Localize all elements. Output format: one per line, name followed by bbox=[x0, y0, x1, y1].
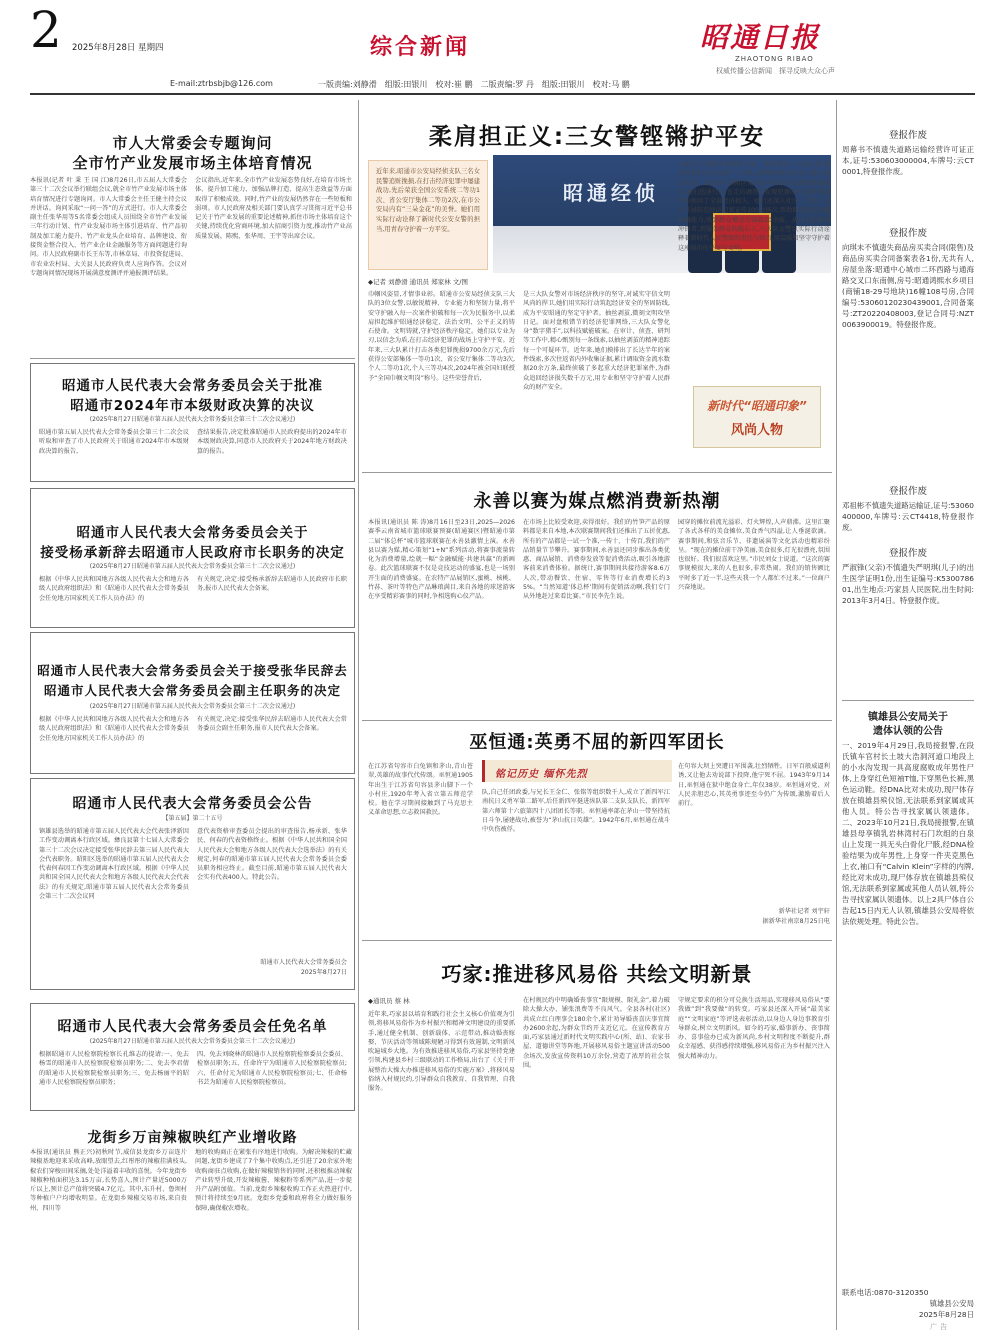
page-number: 2 bbox=[30, 1, 62, 59]
headline: 柔肩担正义:三女警铿锵护平安 bbox=[428, 124, 766, 150]
divider bbox=[362, 472, 832, 473]
paper-pinyin: ZHAOTONG RIBAO bbox=[735, 55, 814, 63]
article-body: 查结果报告,决定批准昭通市人民政府提出的2024年市本级财政决算,同意市人民政府关于2024年地方财政决算的报告。 bbox=[197, 429, 347, 455]
headline: 巫恒通:英勇不屈的新四军团长 bbox=[469, 732, 725, 753]
intro-text: 近年来,昭通市公安局经侦支队三名女民警追赃挽损,在打击经济犯罪中屡建战功,先后荣获全国公安系统二等功1次、省公安厅集体二等功2次,在市公安局内有“三朵金花”的美誉。她们用实际行动诠释了新时代公安女警的担当,用青春守护着一方平安。 bbox=[376, 168, 480, 233]
ad-body: 向琪未不慎遗失商品房买卖合同(限售)及商品房买卖合同备案表各1份,无共有人,房屋坐落:昭通中心城市二环西路与通海路交叉口东南侧,房号:昭通鸿熙水乡项目(商铺18-29号地块)16幢108号房,合同编号:53060120230439001,合同备案号:ZT20220408003,登记合同号:NZT0063900019。特登报作废。 bbox=[842, 243, 974, 329]
classified-ad-3 bbox=[842, 486, 974, 533]
column-divider-right bbox=[836, 100, 837, 1330]
article-body: 昭通市第五届人民代表大会常务委员会第三十二次会议听取和审查了市人民政府关于昭通市2024年市本级财政决算的报告, bbox=[39, 429, 189, 455]
article-body: 本报讯(记者 叶 秉 王 国 江)8月26日,市五届人大常委会第三十二次会议举行联组会议,就全市竹产业发展市场主体培育情况进行专题询问。市人大常委会主任王健主持会议并讲话。询问采取“一问一答”的方式进行。市人大常委会副主任张华用等5名常委会组成人员围绕全市竹产业发展三年行动计划、竹产业发展市场主体引进培育、竹产品初制及加工能力提升、竹产业龙头企业培育、品牌建设、衔接资金整合投入、竹产业企业金融服务等方面问题进行询问。市人民政府副市长王东等,市林草局、市投资促进局、市农业农村局、大关县人民政府负责人应询作答。会议对专题询问情况现场开展满意度测评并通报测评结果。 bbox=[30, 177, 187, 277]
headline: 巧家:推进移风易俗 共绘文明新景 bbox=[441, 962, 753, 986]
article-body: 在市场上比较受欢迎,卖得很好。我们的竹笋产品的原料都是来自本地,本次联赛期间我们还推出了五折优惠,所有的产品都是一试一个准,一传十、十传百,我们的产品销量节节攀升。赛事期间,永善县还同步推出各类优惠、商品展销、消费券发放等促消费活动,吸引各地游客前来消费体验。据统计,赛事期间共接待游客8.6万人次,带动餐饮、住宿、零售等行业消费增长约35%。“当然知道‘体总杯’期间有促销活动啊,我们专门从外地赶过来看比赛。”市民李先生说。 bbox=[523, 519, 670, 601]
headline: 龙街乡万亩辣椒映红产业增收路 bbox=[87, 1130, 298, 1146]
headline: 昭通市人民代表大会常务委员会关于批准 bbox=[62, 378, 323, 394]
article-body: 镇雄县选举的昭通市第五届人民代表大会代表张泽新因工作变动调离本行政区域。彝良县第十七届人大常委会第三十二次会议决定接受张华民辞去第三届人民代表大会代表职务。昭阳区选举的昭通市第五届人民代表大会代表何春因工作变动调离本行政区域。根据《中华人民共和国全国人民代表大会和地方各级人民代表大会代表法》的有关规定,昭通市第五届人民代表大会常务委员会第三十二次会议同 bbox=[39, 828, 189, 901]
divider bbox=[30, 358, 355, 359]
resolution-box bbox=[30, 363, 355, 482]
article-body: 在村规民约中明确婚丧事宜“限规模、限礼金”,着力破除大操大办、铺张浪费等不良风气。全县各村(社区)共成立红白理事会180余个,累计劝导婚丧喜庆事宜简办2600余起,为群众节约开支近亿元。在宣传教育方面,巧家县通过新时代文明实践中心(所、站)、农家书屋、道德讲堂等阵地,开展移风易俗主题宣讲活动500余场次,发放宣传资料10万余份,营造了浓厚的社会氛围。 bbox=[523, 997, 670, 1070]
divider bbox=[362, 940, 832, 941]
article-body: 园穿的摊位前流光溢彩、灯火辉煌,人声鼎沸。这里汇聚了各式各样的美食摊位,美食香气四溢,让人垂涎欲滴。赛事期间,和弦音乐节、非遗展演等文化活动也精彩纷呈。“现在的摊位前干净美丽,美食很多,灯光很漂亮,氛围也很好。我们很喜欢这里。”市民刘女士说道。“这次的赛事规模很大,来的人也很多,非常热闹。我们的销售额比平时多了近一半,这些天我一个人都忙不过来。”一位商户兴奋地说。 bbox=[678, 519, 830, 592]
article-body: 本报讯(通讯员 陈 涛)8月16日至23日,2025—2026赛季云南省城市篮球联赛预赛(昭通赛区)暨昭通市第二届“体总杯”城市篮球联赛在永善县激情上演。永善县以赛为媒,精心策划“1+N”系列活动,将赛事流量转化为消费增量,绘就一幅“金融赋能·共建共赢”的新画卷。此次篮球联赛不仅是竞技运动的盛宴,也是一场别开生面的消费盛宴。在农特产品展销区,蜜桃、核桃、竹荪、茶叶等特色产品琳琅满目,来自各地的球迷游客在享受精彩赛事的同时,争相选购心仪产品。 bbox=[368, 519, 515, 601]
article-body: 队,自己任团政委,与兄长王金仁、张铭等组织数千人,成立了新四军江南抗日义勇军第二路军,后任新四军挺进纵队第二支队支队长、新四军第六师第十六旅第四十八团团长等职。巫恒通率部在茅山一带坚持抗日斗争,屡建战功,被誉为“茅山抗日英雄”。1942年6月,巫恒通在战斗中负伤被俘。 bbox=[482, 789, 670, 834]
headline: 永善以赛为媒点燃消费新热潮 bbox=[473, 491, 721, 512]
article-body: 有关规定,决定:接受杨承新辞去昭通市人民政府市长职务,报市人民代表大会备案。 bbox=[197, 576, 347, 593]
byline: ◆记者 刘静滑 通讯员 郑家林 文/图 bbox=[368, 278, 468, 286]
article-body: 巾帼风姿显,才情事业彰。昭通市公安局经侦支队三大队的3位女警,以敏锐精神、专业能力和坚韧力量,将平安守护融入每一次案件侦破和每一次为民服务中,以柔肩担起维护昭通经济稳定、法治文明、公平正义的铸石使命。文明铸就,守护经济秩序稳定。她们以专业为刃,以信念为盾,在打击经济犯罪的战场上守护平安。近年来,三大队累计打击各类犯罪挽损9700余万元,先后获得公安部集体一等功1次、省公安厅集体二等功3次,个人二等功1次,个人三等功4次,2024年被全国妇联授予“全国巾帼文明岗”称号。这些荣誉背后, bbox=[368, 291, 515, 382]
article-body: 地的收购商正在紧张有序地进行收购。为解决辣椒的贮藏问题,龙街乡建成了7个集中收购点,还引进了20余家外地收购商驻点收购,在做好辣椒销售的同时,还积极推动辣椒产业转型升级,开发辣椒酱、辣椒粉等系列产品,进一步提升产品附加值。当前,龙街乡辣椒收购工作正火热进行中,预计将持续至9月底。龙街乡党委和政府将全力做好服务保障,确保椒农增收。 bbox=[195, 1149, 352, 1212]
appointment-box bbox=[30, 1003, 355, 1111]
headline: 昭通市2024年市本级财政决算的决议 bbox=[70, 398, 315, 414]
ad-body: 周幕书不慎遗失道路运输经营许可证正本,证号:530603000004,车牌号:云CT0001,特登报作废。 bbox=[842, 145, 974, 176]
ad-body: 严淑锋(父亲)不慎遗失严明琪(儿子)的出生医学证明1份,出生证编号:K530078601,出生地点:巧家县人民医院,出生时间:2013年3月4日。特登报作废。 bbox=[842, 563, 974, 605]
issue-date: 2025年8月28日 星期四 bbox=[72, 43, 164, 53]
article-body: 是三大队女警对市场经济秩序的坚守,对诚实守信文明风尚的捍卫,她们用实际行动筑起经济安全的坚固防线,成为平安昭通的坚定守护者。抽丝剥茧,微刻文明攻坚日记。面对盘根错节的经济犯罪网络,三大队女警化身“数字猎手”,以科技赋能破案。在审计、侦查、研判等工作中,精心甄别每一条线索,以抽丝剥茧的精神追踪每一个可疑环节。近年来,她们摸排出了长达半年的案件线索,多次往返省内外收集证据,累计调取资金流水数据20余万条,最终侦破了多起重大经济犯罪案件,为群众追回经济损失数千万元,用专业和坚守守护着人民群众的财产安全。 bbox=[523, 291, 670, 391]
headline: 昭通市人民代表大会常务委员会副主任职务的决定 bbox=[43, 683, 341, 698]
headline: 市人大常委会专题询问 bbox=[112, 134, 273, 152]
classified-ad-2 bbox=[842, 228, 974, 330]
badge-title: 新时代“昭通印象” bbox=[707, 399, 807, 413]
article-body: 会议指出,近年来,全市竹产业发展态势良好,在培育市场主体、提升加工能力、加强品牌打造、提高生态效益等方面取得了积极成效。同时,竹产业的发展仍然存在一些短板和弱项。市人民政府及相关部门要认真学习贯彻习近平总书记关于竹产业发展的重要论述精神,抓住市场主体培育这个关键,持续优化营商环境,加大招商引资力度,推动竹产业高质量发展。陈熙、张华周、王宇等出席会议。 bbox=[195, 177, 352, 240]
headline: 昭通市人民代表大会常务委员会公告 bbox=[72, 796, 313, 812]
divider bbox=[362, 720, 832, 721]
article-body: 本报讯(通讯员 熊正兴)初秋时节,威信县龙街乡万亩连片辣椒基地迎来采收高峰,放眼望去,红彤彤的辣椒挂满枝头,椒农们穿梭田间采摘,处处洋溢着丰收的喜悦。今年龙街乡辣椒种植面积达3.15万亩,长势喜人,预计产量近5000万斤以上,预计总产值将突破4.7亿元。其中,东升村、鲁坝村等种植户户均增收明显。在龙街乡辣椒交易市场,来自贵州、四川等 bbox=[30, 1149, 187, 1212]
ad-title: 登报作废 bbox=[888, 548, 927, 559]
byline: ◆通讯员 蔡 林 bbox=[368, 997, 410, 1005]
history-tag-text: 铭记历史 缅怀先烈 bbox=[495, 769, 588, 780]
subtitle: 【第五届】第二十五号 bbox=[162, 815, 223, 822]
notice-title: 镇雄县公安局关于 bbox=[868, 712, 948, 723]
headline: 全市竹产业发展市场主体培育情况 bbox=[72, 154, 313, 172]
subtitle: (2025年8月27日昭通市第五届人民代表大会常务委员会第三十二次会议通过) bbox=[89, 416, 296, 423]
source-credit: 新华社记者 刘宇轩 bbox=[778, 908, 830, 915]
notice-title: 遗体认领的公告 bbox=[873, 726, 943, 737]
subtitle: (2025年8月27日昭通市第五届人民代表大会常务委员会第三十二次会议通过) bbox=[89, 1038, 296, 1045]
article-body: 有关规定,决定:接受张华民辞去昭通市人民代表大会常务委员会副主任职务,报市人民代表大会备案。 bbox=[197, 716, 347, 733]
ad-title: 登报作废 bbox=[888, 486, 927, 497]
notice-body: 一、2019年4月29日,我局接报警,在段氏镇车官村长土坡大浩洞河道口地段上的小水沟发现一具高度腐败成年男性尸体,上身穿红色短袖T恤,下穿黑色长裤,黑色运动鞋。经DNA比对未成功,现尸体存放在镇雄县殡仪馆,无法联系到家属或其他人员。特公告寻找家属认领遗体。二、2023年10月21日,我局接报警,在镇雄县母享镇乳岩林湾村石门坎组的白泉山上发现一具无头白骨化尸骸,经DNA检验结果为成年男性,上身穿一件夹克黑色上衣,袖口有“Calvin Klein”字样的内牌,经比对未成功,现尸体存放在镇雄县殡仪馆,无法联系到家属或其他人员认领,特公告寻找家属认领遗体。以上2具尸体自公告起15日内无人认领,镇雄县公安局将依法依规处理。特此公告。 bbox=[842, 741, 974, 926]
paper-motto: 权威传播公信新闻 探寻反映大众心声 bbox=[716, 67, 835, 75]
source-date: 据新华社南京8月25日电 bbox=[762, 918, 830, 925]
wall-sign-text: 昭通经侦 bbox=[563, 181, 659, 205]
headline: 接受杨承新辞去昭通市人民政府市长职务的决定 bbox=[40, 545, 345, 561]
intro-box bbox=[368, 160, 488, 270]
signature-date: 2025年8月27日 bbox=[300, 969, 347, 976]
ad-title: 登报作废 bbox=[888, 130, 927, 141]
signature: 昭通市人民代表大会常务委员会 bbox=[260, 959, 347, 966]
masthead-rule bbox=[30, 93, 975, 95]
article-body: 心系民生,传递文明温暖力量。“群众的每一分血汗钱,都值得我们全力以赴!”三大队女警始终将为民初心融入执法实践。2023年,昭阳区某果农申请农业贷款时遭遇欺诈,她们迅速行动,在走访调查后发现犯罪团伙,最终帮助果农挽回了全部经济损失。她们还深入社区、学校、企业开展防范经济犯罪宣传100余场次,帮助群众提高识骗防骗能力,收到群众赠送的锦旗20余面。从打击犯罪的冲锋者,到服务群众的暖心人,三大队女警以实际行动诠释着新时代人民警察的责任与担当,用温暖和坚守守护着这座城市的平安与文明。 bbox=[678, 161, 830, 252]
notice-contact: 联系电话:0870-3120350 bbox=[842, 1288, 929, 1297]
announcement-box bbox=[30, 778, 355, 990]
article-body: 守规定要求的积分可兑换生活用品,实现移风易俗从“要我做”到“我要做”的转变。巧家县还深入开展“最美家庭”“文明家庭”等评选表彰活动,以身边人身边事教育引导群众,树立文明新风。如今的巧家,婚事新办、丧事简办、喜事俭办已成为新风尚,乡村文明程度不断提升,群众幸福感、获得感持续增强,移风易俗正为乡村振兴注入强大精神动力。 bbox=[678, 997, 830, 1060]
article-body: 根据昭通市人民检察院检察长孔维志的提请:一、免去杨雪的昭通市人民检察院检察员职务;二、免去李君倩的昭通市人民检察院检察员职务;三、免去杨丽平的昭通市人民检察院检察员职务; bbox=[39, 1051, 189, 1086]
article-body: 意代表资格审查委员会提出的审查报告,杨承新、张华民、何春的代表资格终止。根据《中华人民共和国全国人民代表大会和地方各级人民代表大会选举法》的有关规定,何春的昭通市第五届人民代表大会常务委员会委员职务相应终止。截至目前,昭通市第五届人民代表大会实有代表400人。特此公告。 bbox=[197, 828, 347, 882]
history-tag bbox=[482, 760, 672, 782]
editor-line: 一版责编:刘静滑 组版:田银川 校对:崔 鹏 二版责编:罗 丹 组版:田银川 校对:马 鹏 bbox=[318, 80, 630, 89]
classified-ad-1 bbox=[842, 130, 974, 177]
headline: 昭通市人民代表大会常务委员会任免名单 bbox=[57, 1019, 328, 1035]
ad-body: 邓祖彬不慎遗失道路运输证,证号:53060400000,车牌号:云CT4418,特登报作废。 bbox=[842, 501, 974, 532]
badge-subtitle: 风尚人物 bbox=[730, 423, 783, 438]
ad-title: 登报作废 bbox=[888, 228, 927, 239]
notice-date: 2025年8月28日 bbox=[918, 1310, 974, 1319]
section-title: 综合新闻 bbox=[370, 35, 471, 60]
article-body: 在句容大坝上突遭日军围袭,壮烈牺牲。日军百般威逼利诱,又让他去劝说部下投降,他宁死不屈。1943年9月14日,巫恒通在狱中绝食身亡,年仅38岁。巫恒通对党、对人民赤胆忠心,其英勇事迹至今仍广为传颂,激励着后人前行。 bbox=[678, 763, 830, 808]
decision-box-deputy bbox=[30, 632, 355, 774]
article-body: 近年来,巧家县以培育和践行社会主义核心价值观为引领,将移风易俗作为乡村振兴和精神文明建设的重要抓手,通过健全机制、创新载体、示范带动,推动婚丧嫁娶、节庆活动等领域陈规陋习得到有效遏制,文明新风吹遍城乡大地。为有效推进移风易俗,巧家县坚持党建引领,构建县乡村三级联动的工作格局,出台了《关于开展整治大操大办推进移风易俗的实施方案》,将移风易俗纳入村规民约,引导群众自我教育、自我管理、自我服务。 bbox=[368, 1011, 515, 1093]
style-badge bbox=[693, 386, 821, 448]
paper-logo: 昭通日报 bbox=[700, 21, 821, 54]
article-body: 根据《中华人民共和国地方各级人民代表大会和地方各级人民政府组织法》和《昭通市人民代表大会常务委员会任免地方国家机关工作人员办法》的 bbox=[39, 576, 189, 602]
contact-email: E-mail:ztrbsbjb@126.com bbox=[170, 79, 273, 88]
article-body: 在江苏省句容市白兔镇和茅山,青山苍翠,英雄的故事代代传颂。巫恒通1905年出生于江苏省句容县茅山脚下一个小村庄,1920年考入省立第五师范学校。他在学习期间接触到了马克思主义革命思想,立志救国救民。 bbox=[368, 763, 473, 817]
notice-sign: 镇雄县公安局 bbox=[929, 1299, 974, 1308]
subtitle: (2025年8月27日昭通市第五届人民代表大会常务委员会第三十二次会议通过) bbox=[89, 703, 296, 710]
ad-footer-tag: 广告 bbox=[930, 1323, 950, 1331]
classified-ad-4 bbox=[842, 548, 974, 606]
decision-box-mayor bbox=[30, 488, 355, 628]
divider bbox=[842, 700, 974, 701]
article-body: 四、免去刘晓林的昭通市人民检察院检察委员会委员、检察员职务;五、任命许宁为昭通市人民检察院检察员;六、任命付元为昭通市人民检察院检察员;七、任命杨书芸为昭通市人民检察院检察员。 bbox=[197, 1051, 347, 1086]
subtitle: (2025年8月27日昭通市第五届人民代表大会常务委员会第三十二次会议通过) bbox=[89, 563, 296, 570]
article-body: 根据《中华人民共和国地方各级人民代表大会和地方各级人民政府组织法》和《昭通市人民代表大会常务委员会任免地方国家机关工作人员办法》的 bbox=[39, 716, 189, 742]
headline: 昭通市人民代表大会常务委员会关于接受张华民辞去 bbox=[37, 663, 348, 678]
column-divider-left bbox=[358, 100, 359, 1330]
headline: 昭通市人民代表大会常务委员会关于 bbox=[76, 525, 309, 541]
